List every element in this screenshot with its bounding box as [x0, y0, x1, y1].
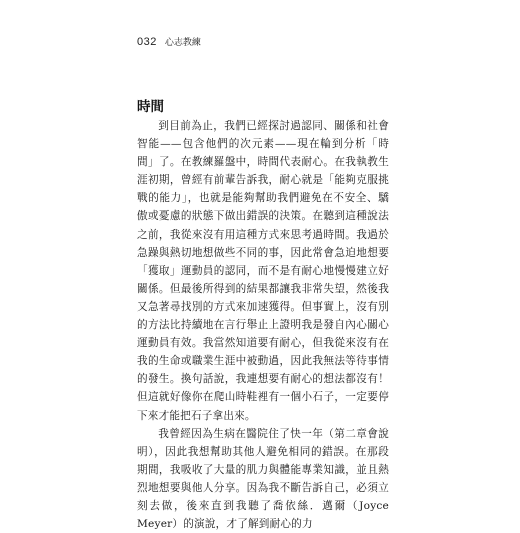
- page-number: 032: [137, 36, 157, 48]
- body-text: [137, 117, 389, 533]
- running-head: [137, 35, 201, 48]
- section-heading: 時間: [137, 99, 164, 115]
- paragraph: 我曾經因為生病在醫院住了快一年（第二章會說明），因此我想幫助其他人避免相同的錯誤。在那段期間，我吸收了大量的肌力與體能專業知識，並且熱烈地想要與他人分享。因為我不斷告訴自己，必須立刻去做，後來直到我聽了喬依絲．邁爾（Joyce Meyer）的演說，才了解到耐心的力: [137, 427, 389, 531]
- paragraph: 到目前為止，我們已經探討過認同、關係和社會智能——包含他們的次元素——現在輪到分析「時間」了。在教練羅盤中，時間代表耐心。在我執教生涯初期，曾經有前輩告訴我，耐心就是「能夠克服挑戰的能力」，也就是能夠幫助我們避免在不安全、驕傲或憂慮的狀態下做出錯誤的決策。在聽到這種說法之前，我從來沒有用這種方式來思考過時間。我過於急躁與熱切地想做些不同的事，因此常會急迫地想要「獲取」運動員的認同，而不是有耐心地慢慢建立好關係。但最後所得到的結果都讓我非常失望，然後我又急著尋找別的方式來加速獲得。但事實上，沒有別的方法比持續地在言行舉止上證明我是發自內心關心運動員有效。我當然知道要有耐心，但我從來沒有在我的生命或職業生涯中被動過，因此我無法等待事情的發生。換句話說，我連想要有耐心的想法都沒有！但這就好像你在爬山時鞋裡有一個小石子，一定要停下來才能把石子拿出來。: [137, 120, 389, 422]
- book-title: 心志教練: [164, 38, 201, 48]
